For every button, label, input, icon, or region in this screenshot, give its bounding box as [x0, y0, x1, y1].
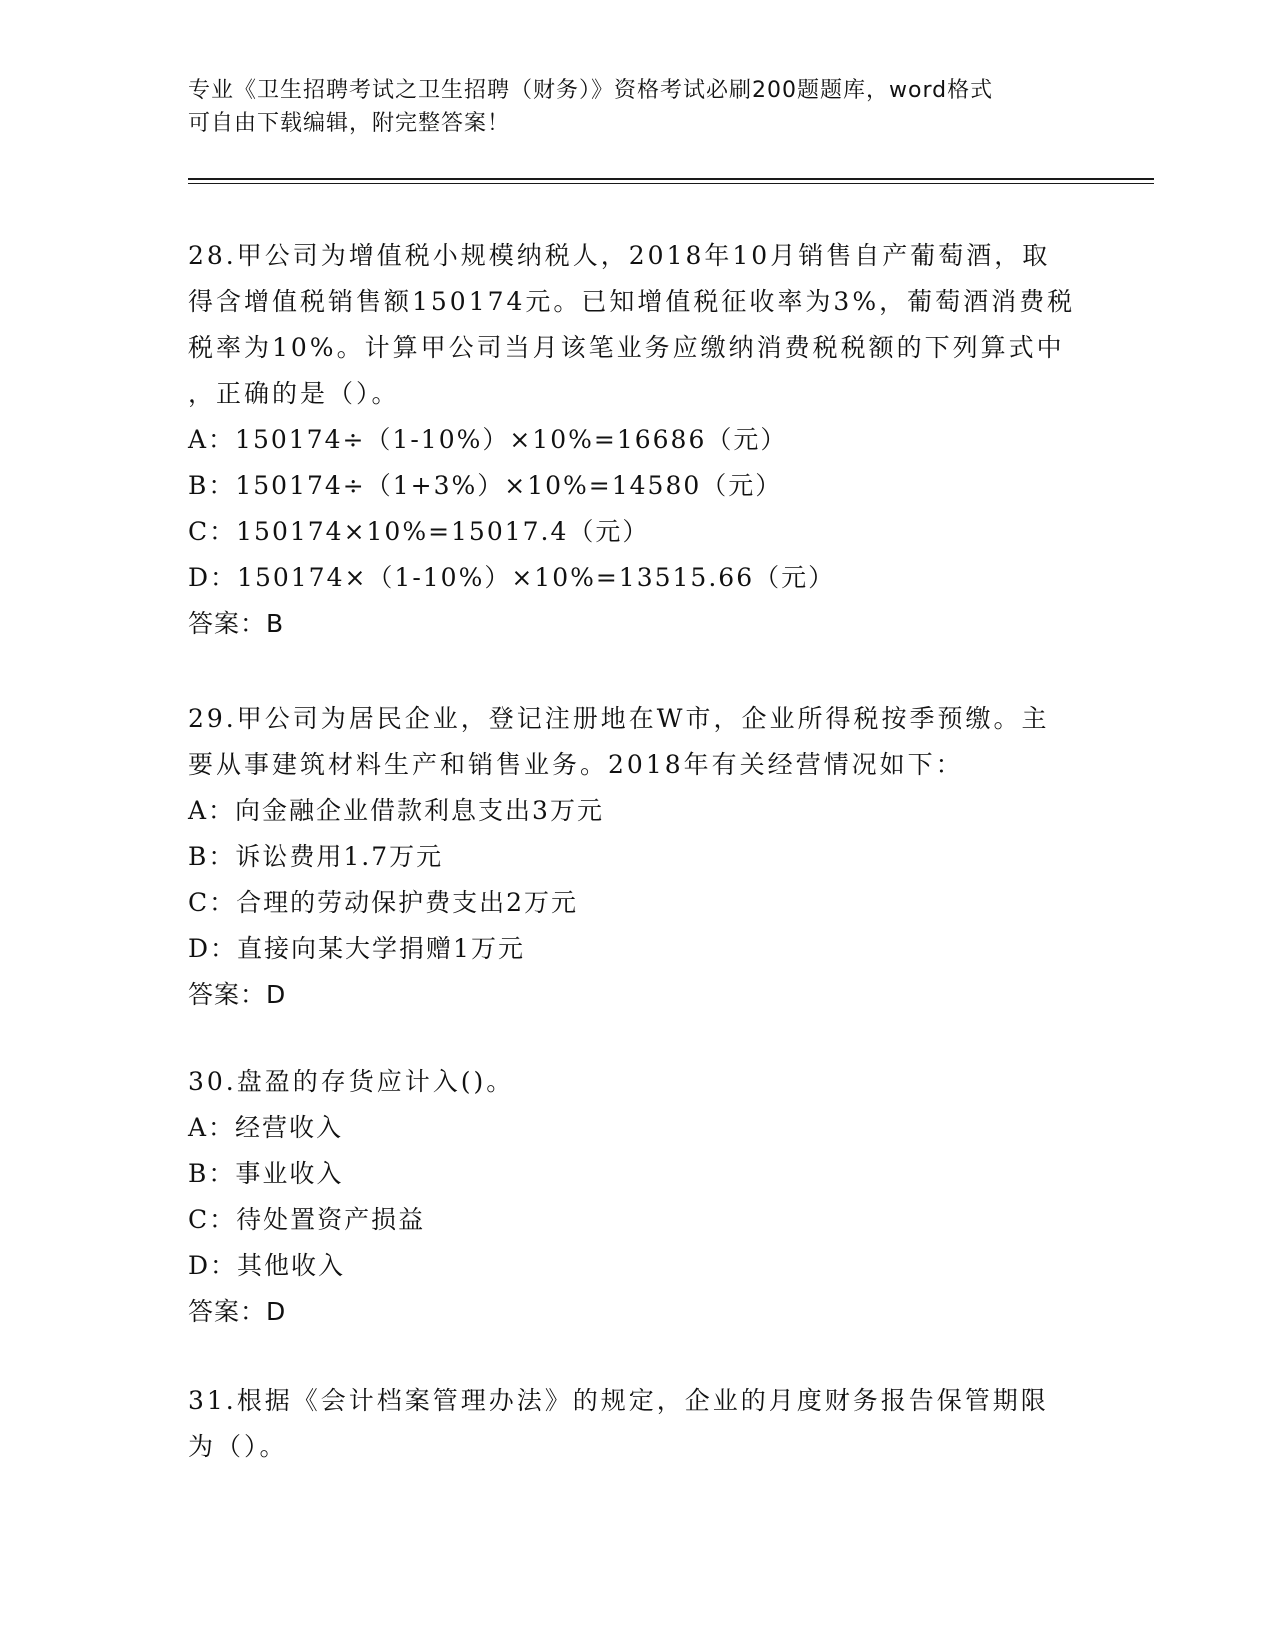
header-divider-thick	[188, 178, 1154, 180]
question-29	[188, 696, 1088, 1018]
option-b: B：150174÷（1+3%）×10%=14580（元）	[188, 471, 783, 500]
answer-label: 答案：D	[188, 980, 287, 1009]
option-c: C：待处置资产损益	[188, 1205, 426, 1234]
question-stem-line: ，正确的是（）。	[188, 379, 400, 408]
answer-label: 答案：D	[188, 1297, 287, 1326]
question-stem-line: 税率为10%。计算甲公司当月该笔业务应缴纳消费税税额的下列算式中	[188, 333, 1065, 362]
question-stem-line: 要从事建筑材料生产和销售业务。2018年有关经营情况如下：	[188, 750, 964, 779]
question-stem-line: 为（）。	[188, 1432, 288, 1461]
question-31	[188, 1378, 1088, 1470]
question-stem-line: 28.甲公司为增值税小规模纳税人，2018年10月销售自产葡萄酒，取	[188, 241, 1051, 270]
question-28	[188, 233, 1088, 647]
answer-label: 答案：B	[188, 609, 285, 638]
option-a: A：向金融企业借款利息支出3万元	[188, 796, 604, 825]
question-stem-line: 29.甲公司为居民企业，登记注册地在W市，企业所得税按季预缴。主	[188, 704, 1050, 733]
option-c: C：合理的劳动保护费支出2万元	[188, 888, 579, 917]
question-30	[188, 1059, 1088, 1335]
option-d: D：其他收入	[188, 1251, 346, 1280]
header-line-2: 可自由下载编辑，附完整答案！	[188, 111, 511, 136]
option-b: B：诉讼费用1.7万元	[188, 842, 444, 871]
option-d: D：直接向某大学捐赠1万元	[188, 934, 525, 963]
header-divider-thin	[188, 183, 1154, 184]
document-header	[188, 74, 1088, 140]
option-b: B：事业收入	[188, 1159, 344, 1188]
question-stem-line: 30.盘盈的存货应计入()。	[188, 1067, 515, 1096]
option-a: A：150174÷（1-10%）×10%=16686（元）	[188, 425, 788, 454]
option-a: A：经营收入	[188, 1113, 344, 1142]
question-stem-line: 得含增值税销售额150174元。已知增值税征收率为3%，葡萄酒消费税	[188, 287, 1076, 316]
option-c: C：150174×10%=15017.4（元）	[188, 517, 650, 546]
option-d: D：150174×（1-10%）×10%=13515.66（元）	[188, 563, 836, 592]
question-stem-line: 31.根据《会计档案管理办法》的规定，企业的月度财务报告保管期限	[188, 1386, 1049, 1415]
header-line-1: 专业《卫生招聘考试之卫生招聘（财务）》资格考试必刷200题题库，word格式	[188, 78, 994, 103]
